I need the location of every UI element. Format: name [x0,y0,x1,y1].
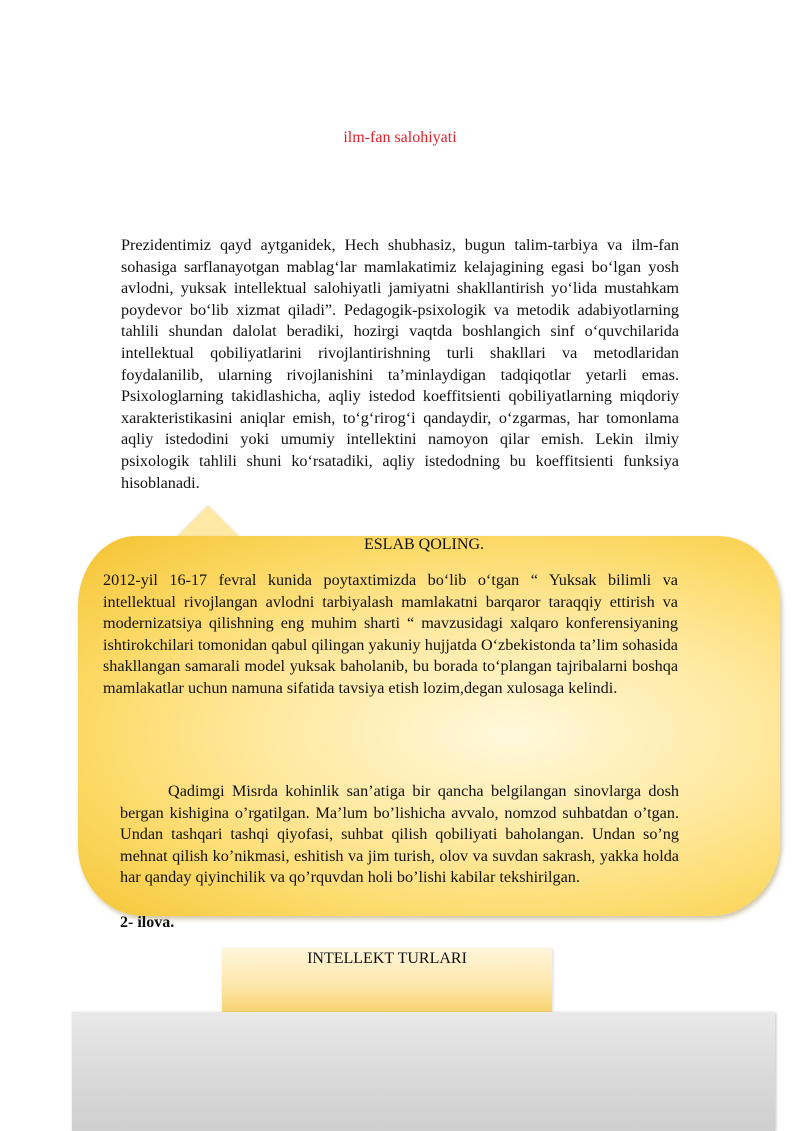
callout-paragraph: 2012-yil 16-17 fevral kunida poytaxtimizda bo‘lib o‘tgan “ Yuksak bilimli va intellektual rivojlangan avlodni tarbiyalash mamlakatni barqaror taraqqiy ettirish va modernizatsiya qilishning eng muhim sharti “ mavzusidagi xalqaro konferensiyaning ishtirokchilari tomonidan qabul qilingan yakuniy hujjatda O‘zbekistonda ta’lim sohasida shakllangan samarali model yuksak baholanib, bu borada to‘plangan tajribalarni boshqa mamlakatlar uchun namuna sifatida tavsiya etish lozim,degan xulosaga kelindi. [103,571,678,697]
history-paragraph [120,781,679,889]
history-paragraph-text: Qadimgi Misrda kohinlik san’atiga bir qancha belgilangan sinovlarga dosh bergan kishigina o’rgatilgan. Ma’lum bo’lishicha avvalo, nomzod suhbatdan o’tgan. Undan tashqari tashqi qiyofasi, suhbat qilish qobiliyati baholangan. Undan so’ng mehnat qilish ko’nikmasi, eshitish va jim turish, olov va suvdan sakrash, yakka holda har qanday qiyinchilik va qo’rquvdan holi bo’lishi kabilar tekshirilgan. [120,782,679,887]
gray-diagram-panel [72,1012,775,1131]
appendix-label: 2- ilova. [120,914,175,931]
intellect-types-title: INTELLEKT TURLARI [307,950,467,967]
intro-paragraph: Prezidentimiz qayd aytganidek, Hech shubhasiz, bugun talim-tarbiya va ilm-fan sohasiga sarflanayotgan mablag‘lar mamlakatimiz kelajagining egasi bo‘lgan yosh avlodni, yuksak intellektual salohiyatli jamiyatni shakllantirish yo‘lida mustahkam poydevor bo‘lib xizmat qiladi”. Pedagogik-psixologik va metodik adabiyotlarning tahlili shundan dalolat beradiki, hozirgi vaqtda boshlangich sinf o‘quvchilarida intellektual qobiliyatlarini rivojlantirishning turli shakllari va metodlaridan foydalanilib, ularning rivojlanishini ta’minlaydigan tadqiqotlar yetarli emas. Psixologlarning takidlashicha, aqliy istedod koeffitsienti qobiliyatlarning miqdoriy xarakteristikasini aniqlar emish, to‘g‘rirog‘i qandaydir, o‘zgarmas, har tomonlama aqliy istedodini yoki umumiy intellektini namoyon qilar emish. Lekin ilmiy psixologik tahlili shuni ko‘rsatadiki, aqliy istedodning bu koeffitsienti funksiya hisoblanadi. [121,236,679,492]
section-heading: ilm-fan salohiyati [343,129,457,146]
callout-title: ESLAB QOLING. [364,536,484,553]
